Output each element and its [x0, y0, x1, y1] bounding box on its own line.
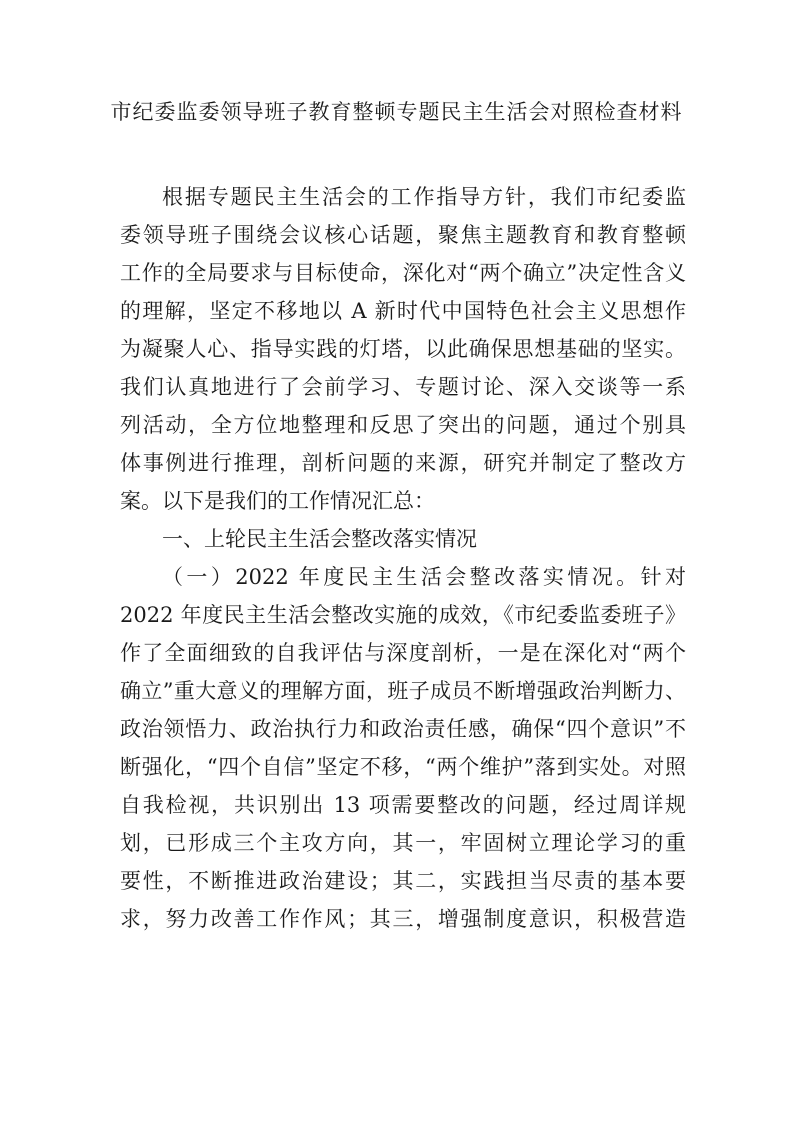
body-text-line: 委领导班子围绕会议核心话题，聚焦主题教育和教育整顿: [120, 223, 686, 247]
body-text-line: 2022 年度民主生活会整改实施的成效，《市纪委监委班子》: [120, 603, 686, 627]
body-text-line: 工作的全局要求与目标使命，深化对“两个确立”决定性含义: [120, 261, 686, 285]
body-text-line: 作了全面细致的自我评估与深度剖析，一是在深化对“两个: [120, 641, 686, 665]
body-text-line: 断强化，“四个自信”坚定不移，“两个维护”落到实处。对照: [120, 755, 686, 779]
body-text-line: 划，已形成三个主攻方向，其一，牢固树立理论学习的重: [120, 831, 686, 855]
body-text-line: 的理解，坚定不移地以 A 新时代中国特色社会主义思想作: [120, 299, 686, 323]
section-heading: 一、上轮民主生活会整改落实情况: [162, 527, 477, 551]
body-text-line: 要性，不断推进政治建设；其二，实践担当尽责的基本要: [120, 869, 686, 893]
body-text-line: 体事例进行推理，剖析问题的来源，研究并制定了整改方: [120, 451, 686, 475]
body-text-line: 列活动，全方位地整理和反思了突出的问题，通过个别具: [120, 413, 686, 437]
body-text-line: 政治领悟力、政治执行力和政治责任感，确保“四个意识”不: [120, 717, 686, 741]
document-title: 市纪委监委领导班子教育整顿专题民主生活会对照检查材料: [110, 100, 683, 124]
body-text-line: 为凝聚人心、指导实践的灯塔，以此确保思想基础的坚实。: [120, 337, 686, 361]
body-text-line: 确立”重大意义的理解方面，班子成员不断增强政治判断力、: [120, 679, 686, 703]
body-text-line: 我们认真地进行了会前学习、专题讨论、深入交谈等一系: [120, 375, 686, 399]
body-text-line: 根据专题民主生活会的工作指导方针，我们市纪委监: [162, 185, 686, 209]
body-text-line: 案。以下是我们的工作情况汇总：: [120, 489, 435, 513]
body-text-line: 求，努力改善工作作风；其三，增强制度意识，积极营造: [120, 907, 686, 931]
body-text-line: （一）2022 年度民主生活会整改落实情况。针对: [162, 565, 686, 589]
body-text-line: 自我检视，共识别出 13 项需要整改的问题，经过周详规: [120, 793, 686, 817]
